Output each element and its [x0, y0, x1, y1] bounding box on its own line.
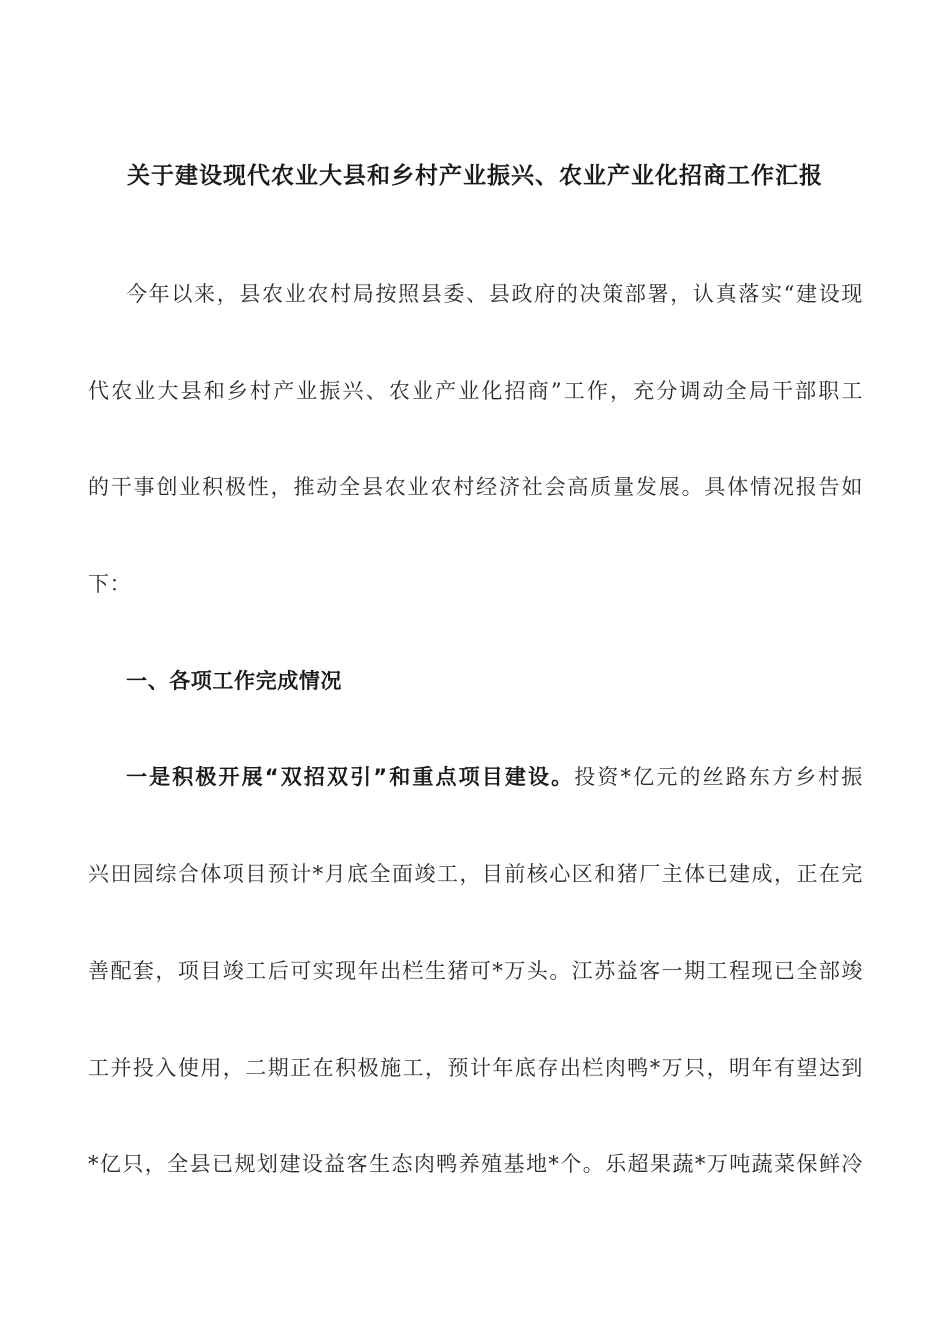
item-lead-bold: 一是积极开展“双招双引”和重点项目建设。: [126, 765, 575, 790]
document-body: [88, 246, 863, 1213]
paragraph-line: [88, 729, 863, 826]
section-heading: 一、各项工作完成情况: [126, 668, 342, 693]
paragraph-line: 代农业大县和乡村产业振兴、农业产业化招商”工作，充分调动全局干部职工: [88, 378, 863, 403]
paragraph-line: 兴田园综合体项目预计*月底全面竣工，目前核心区和猪厂主体已建成，正在完: [88, 862, 863, 887]
paragraph-line: 善配套，项目竣工后可实现年出栏生猪可*万头。江苏益客一期工程现已全部竣: [88, 958, 863, 983]
paragraph-line: 工并投入使用，二期正在积极施工，预计年底存出栏肉鸭*万只，明年有望达到: [88, 1055, 863, 1080]
document-title: 关于建设现代农业大县和乡村产业振兴、农业产业化招商工作汇报: [127, 163, 823, 189]
item-lead-rest: 投资*亿元的丝路东方乡村振: [574, 765, 863, 790]
paragraph-line: 的干事创业积极性，推动全县农业农村经济社会高质量发展。具体情况报告如: [88, 475, 863, 500]
paragraph-line: 今年以来，县农业农村局按照县委、县政府的决策部署，认真落实“建设现: [126, 282, 863, 306]
paragraph-line: *亿只，全县已规划建设益客生态肉鸭养殖基地*个。乐超果蔬*万吨蔬菜保鲜冷: [88, 1152, 863, 1177]
paragraph-line: 下：: [88, 572, 132, 597]
